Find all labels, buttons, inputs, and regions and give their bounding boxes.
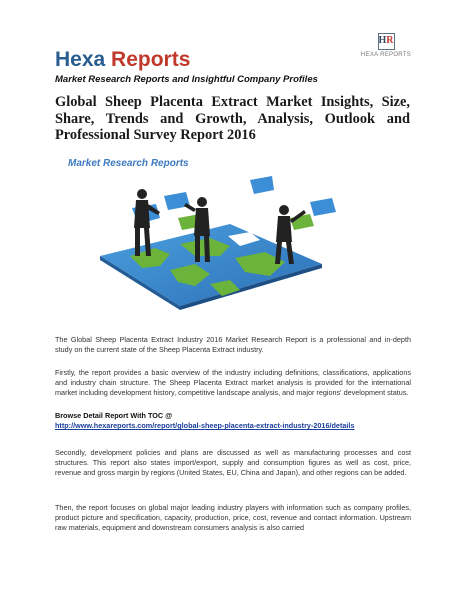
logo-text: HEXA REPORTS xyxy=(360,52,412,58)
hero-label: Market Research Reports xyxy=(68,158,189,169)
body-paragraph-overview: Firstly, the report provides a basic overview of the industry including definitions, classifications, applications and industry chain structure. The Sheep Placenta Extract market analysis is provided for the international market including development history, competitive landscape analysis, and major regions' development status. xyxy=(55,368,411,398)
brand-name xyxy=(55,48,190,72)
logo-letter-h: H xyxy=(378,35,387,46)
brand-tagline: Market Research Reports and Insightful Company Profiles xyxy=(55,74,318,85)
report-title: Global Sheep Placenta Extract Market Insights, Size, Share, Trends and Growth, Analysis, Outlook and Professional Survey Report 2016 xyxy=(55,94,410,143)
hexa-reports-logo xyxy=(358,33,414,65)
browse-section xyxy=(55,411,411,431)
brand-name-part2: Reports xyxy=(111,48,191,71)
report-details-link[interactable]: http://www.hexareports.com/report/global-sheep-placenta-extract-industry-2016/details xyxy=(55,421,355,431)
hero-illustration xyxy=(60,152,360,314)
brand-name-part1: Hexa xyxy=(55,48,112,71)
logo-letter-r: R xyxy=(386,35,394,46)
business-puzzle-icon xyxy=(60,152,360,314)
body-paragraph-players: Then, the report focuses on global major leading industry players with information such as company profiles, product picture and specification, capacity, production, price, cost, revenue and contact information. Upstream raw materials, equipment and downstream consumers analysis is also carried xyxy=(55,503,411,533)
body-paragraph-intro: The Global Sheep Placenta Extract Industry 2016 Market Research Report is a professional and in-depth study on the current state of the Sheep Placenta Extract industry. xyxy=(55,335,411,355)
browse-label: Browse Detail Report With TOC @ xyxy=(55,411,173,420)
body-paragraph-policies: Secondly, development policies and plans are discussed as well as manufacturing processes and cost structures. This report also states import/export, supply and consumption figures as well as cost, price, revenue and gross margin by regions (United States, EU, China and Japan), and other regions can be added. xyxy=(55,448,411,478)
logo-mark-icon xyxy=(378,33,395,50)
